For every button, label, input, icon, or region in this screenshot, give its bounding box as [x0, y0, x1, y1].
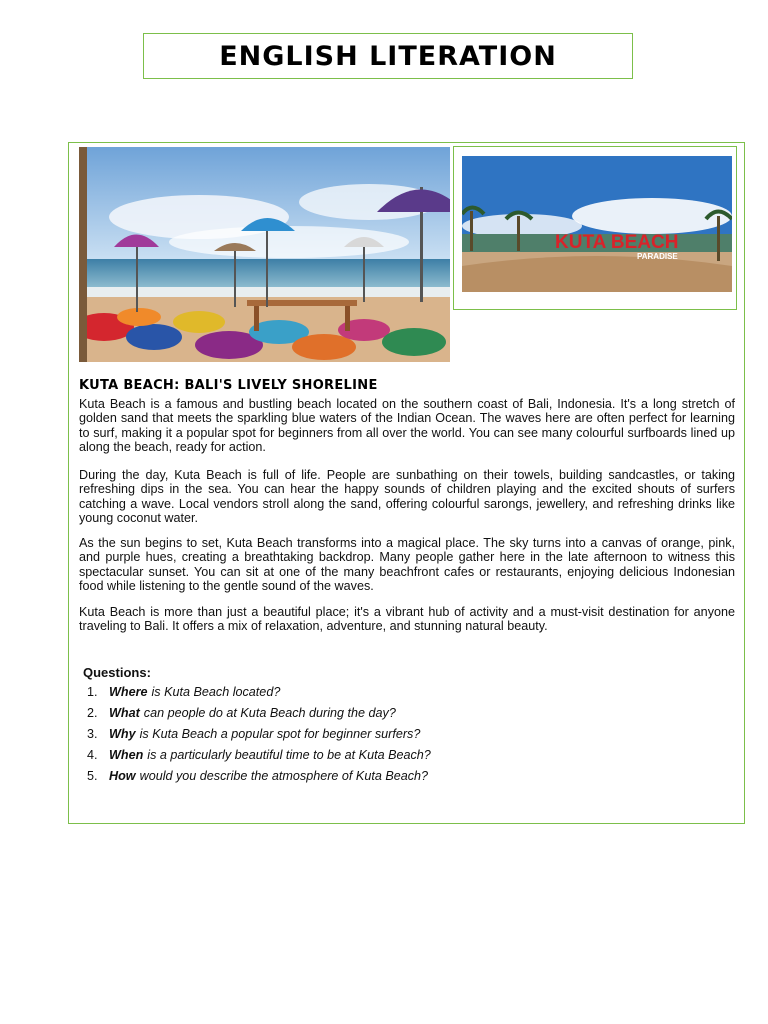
- questions-label: Questions:: [83, 665, 151, 680]
- article-heading: KUTA BEACH: BALI'S LIVELY SHORELINE: [79, 378, 378, 393]
- question-item: [87, 769, 431, 790]
- paragraph-4: Kuta Beach is more than just a beautiful place; it's a vibrant hub of activity and a must-visit destination for anyone traveling to Bali. It offers a mix of relaxation, adventure, and stunning natural beauty.: [79, 605, 735, 634]
- question-item: [87, 706, 431, 727]
- question-keyword: How: [109, 769, 136, 783]
- question-item: [87, 685, 431, 706]
- question-text: is Kuta Beach located?: [151, 685, 281, 699]
- question-number: 4.: [87, 748, 98, 762]
- page-title: ENGLISH LITERATION: [219, 40, 557, 72]
- question-item: [87, 727, 431, 748]
- sign-subtext: PARADISE: [637, 252, 678, 261]
- question-keyword: What: [109, 706, 140, 720]
- paragraph-3: As the sun begins to set, Kuta Beach transforms into a magical place. The sky turns into a canvas of orange, pink, and purple hues, creating a breathtaking backdrop. Many people gather here in the late afternoon to witness this spectacular sunset. You can sit at one of the many beachfront cafes or restaurants, enjoying delicious Indonesian food while listening to the gentle sound of the waves.: [79, 536, 735, 593]
- question-number: 2.: [87, 706, 98, 720]
- question-text: is Kuta Beach a popular spot for beginner surfers?: [139, 727, 421, 741]
- paragraph-2: During the day, Kuta Beach is full of life. People are sunbathing on their towels, building sandcastles, or taking refreshing dips in the sea. You can hear the happy sounds of children playing and the excited shouts of surfers catching a wave. Local vendors stroll along the sand, offering colourful sarongs, jewellery, and refreshing drinks like young coconut water.: [79, 468, 735, 525]
- question-text: is a particularly beautiful time to be at Kuta Beach?: [147, 748, 431, 762]
- question-keyword: When: [109, 748, 144, 762]
- question-item: [87, 748, 431, 769]
- sign-text: KUTA BEACH: [555, 232, 679, 253]
- question-number: 3.: [87, 727, 98, 741]
- question-text: can people do at Kuta Beach during the day?: [143, 706, 396, 720]
- paragraph-1: Kuta Beach is a famous and bustling beach located on the southern coast of Bali, Indonesia. It's a long stretch of golden sand that meets the sparkling blue waters of the Indian Ocean. The waves here are often perfect for learning to surf, making it a popular spot for beginners from all over the world. You can see many colourful surfboards lined up along the beach, ready for action.: [79, 397, 735, 454]
- title-box: [143, 33, 633, 79]
- question-text: would you describe the atmosphere of Kuta Beach?: [139, 769, 429, 783]
- beach-umbrellas-photo: [79, 147, 450, 362]
- kuta-beach-sign-photo: [462, 156, 732, 292]
- question-number: 5.: [87, 769, 98, 783]
- question-keyword: Where: [109, 685, 148, 699]
- question-number: 1.: [87, 685, 98, 699]
- question-keyword: Why: [109, 727, 136, 741]
- questions-list: [87, 685, 431, 790]
